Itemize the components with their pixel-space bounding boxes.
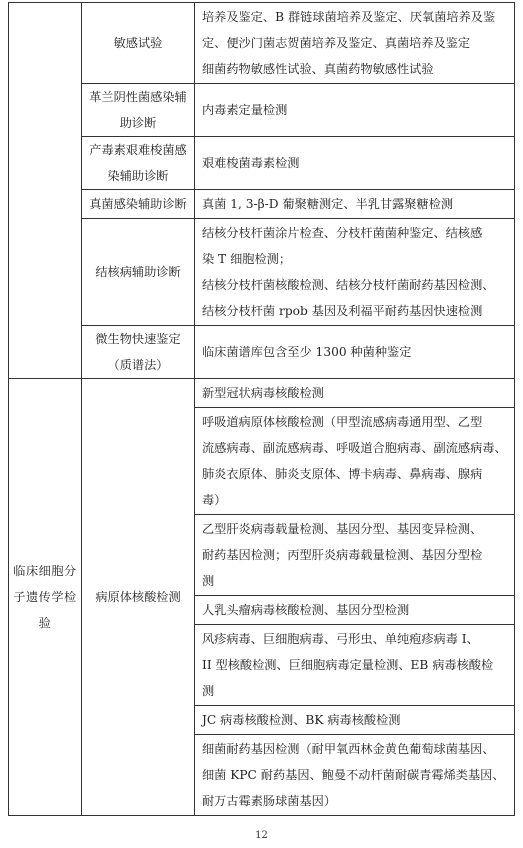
test-item-cell: 敏感试验 bbox=[82, 3, 195, 84]
category-cell: 临床细胞分子遗传学检验 bbox=[9, 379, 82, 816]
page-number: 12 bbox=[255, 830, 268, 841]
content-line: 细菌耐药基因检测（耐甲氧西林金黄色葡萄球菌基因、 bbox=[202, 742, 495, 756]
table-row bbox=[9, 3, 515, 84]
category-cell-empty bbox=[9, 3, 82, 379]
content-line: 艰难梭菌毒素检测 bbox=[202, 156, 300, 170]
test-content-cell bbox=[195, 625, 515, 706]
test-items-table bbox=[8, 2, 515, 816]
table-row bbox=[9, 137, 515, 190]
test-content-cell bbox=[195, 379, 515, 408]
content-line: 临床菌谱库包含至少 1300 种菌种鉴定 bbox=[202, 345, 412, 359]
content-line: 耐万古霉素肠球菌基因） bbox=[202, 794, 337, 808]
table-row bbox=[9, 379, 515, 408]
table-row bbox=[9, 84, 515, 137]
test-content-cell bbox=[195, 596, 515, 625]
test-content-cell bbox=[195, 326, 515, 379]
content-line: 细菌 KPC 耐药基因、鲍曼不动杆菌耐碳青霉烯类基因、 bbox=[202, 768, 505, 782]
content-line: 结核分枝杆菌 rpob 基因及利福平耐药基因快速检测 bbox=[202, 304, 483, 318]
test-content-cell bbox=[195, 219, 515, 326]
test-item-cell: 产毒素艰难梭菌感染辅助诊断 bbox=[82, 137, 195, 190]
content-line: 染 T 细胞检测； bbox=[202, 252, 292, 266]
content-line: 毒） bbox=[202, 493, 227, 507]
content-line: JC 病毒核酸检测、BK 病毒核酸检测 bbox=[202, 713, 401, 727]
test-item-cell: 病原体核酸检测 bbox=[82, 379, 195, 816]
test-content-cell bbox=[195, 3, 515, 84]
content-line: 培养及鉴定、B 群链球菌培养及鉴定、厌氧菌培养及鉴 bbox=[202, 10, 496, 24]
table-row bbox=[9, 326, 515, 379]
content-line: 流感病毒、副流感病毒、呼吸道合胞病毒、副流感病毒、 bbox=[202, 441, 507, 455]
test-content-cell bbox=[195, 137, 515, 190]
content-line: 测 bbox=[202, 574, 215, 588]
content-line: 内毒素定量检测 bbox=[202, 103, 288, 117]
test-content-cell bbox=[195, 735, 515, 816]
test-item-cell: 革兰阴性菌感染辅助诊断 bbox=[82, 84, 195, 137]
content-line: 人乳头瘤病毒核酸检测、基因分型检测 bbox=[202, 603, 410, 617]
content-line: 细菌药物敏感性试验、真菌药物敏感性试验 bbox=[202, 62, 434, 76]
content-line: 真菌 1, 3-β-D 葡聚糖测定、半乳甘露聚糖检测 bbox=[202, 197, 454, 211]
content-line: 测 bbox=[202, 684, 215, 698]
test-item-cell: 真菌感染辅助诊断 bbox=[82, 190, 195, 219]
test-content-cell bbox=[195, 84, 515, 137]
table-row bbox=[9, 190, 515, 219]
content-line: 呼吸道病原体核酸检测（甲型流感病毒通用型、乙型 bbox=[202, 415, 483, 429]
content-line: 耐药基因检测；丙型肝炎病毒载量检测、基因分型检 bbox=[202, 548, 483, 562]
test-item-cell: 结核病辅助诊断 bbox=[82, 219, 195, 326]
content-line: 风疹病毒、巨细胞病毒、弓形虫、单纯疱疹病毒 I、 bbox=[202, 632, 479, 646]
test-content-cell bbox=[195, 408, 515, 515]
content-line: II 型核酸检测、巨细胞病毒定量检测、EB 病毒核酸检 bbox=[202, 658, 494, 672]
test-item-cell: 微生物快速鉴定（质谱法） bbox=[82, 326, 195, 379]
content-line: 肺炎衣原体、肺炎支原体、博卡病毒、鼻病毒、腺病 bbox=[202, 467, 483, 481]
content-line: 定、便沙门菌志贺菌培养及鉴定、真菌培养及鉴定 bbox=[202, 36, 471, 50]
test-content-cell bbox=[195, 515, 515, 596]
table-row bbox=[9, 219, 515, 326]
content-line: 乙型肝炎病毒载量检测、基因分型、基因变异检测、 bbox=[202, 522, 483, 536]
content-line: 新型冠状病毒核酸检测 bbox=[202, 386, 324, 400]
test-content-cell bbox=[195, 190, 515, 219]
content-line: 结核分枝杆菌核酸检测、结核分枝杆菌耐药基因检测、 bbox=[202, 278, 495, 292]
test-content-cell bbox=[195, 706, 515, 735]
content-line: 结核分枝杆菌涂片检查、分枝杆菌菌种鉴定、结核感 bbox=[202, 226, 483, 240]
